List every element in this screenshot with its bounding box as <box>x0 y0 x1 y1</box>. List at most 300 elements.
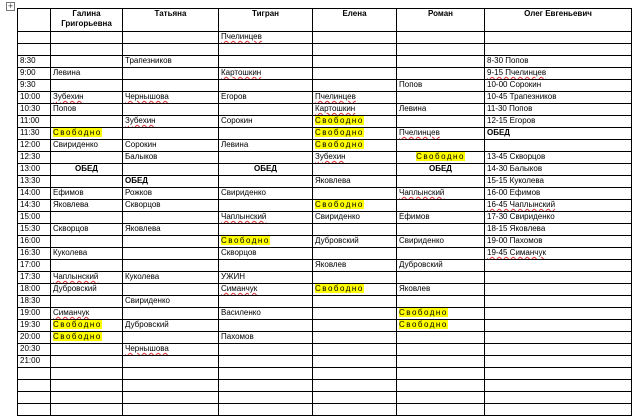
schedule-cell[interactable] <box>51 248 123 260</box>
schedule-cell[interactable] <box>51 164 123 176</box>
cell-text: 13:00 <box>20 164 41 173</box>
cell-text: Свириденко <box>315 212 360 221</box>
schedule-cell[interactable] <box>313 56 397 68</box>
schedule-cell[interactable] <box>397 308 485 320</box>
time-cell[interactable] <box>18 344 51 356</box>
schedule-cell[interactable] <box>485 44 632 56</box>
cell-text: Зубехин <box>53 92 84 101</box>
schedule-cell[interactable] <box>485 128 632 140</box>
schedule-cell[interactable] <box>485 104 632 116</box>
time-cell[interactable] <box>18 200 51 212</box>
table-row <box>18 308 632 320</box>
time-cell[interactable] <box>18 140 51 152</box>
time-cell[interactable] <box>18 356 51 368</box>
schedule-cell[interactable] <box>51 128 123 140</box>
schedule-cell[interactable] <box>485 356 632 368</box>
schedule-cell[interactable] <box>123 128 219 140</box>
schedule-cell[interactable] <box>123 212 219 224</box>
schedule-cell[interactable] <box>313 284 397 296</box>
schedule-cell[interactable] <box>219 152 313 164</box>
time-cell[interactable] <box>18 248 51 260</box>
schedule-cell[interactable] <box>485 368 632 380</box>
schedule-cell[interactable] <box>51 68 123 80</box>
time-cell[interactable] <box>18 68 51 80</box>
schedule-cell[interactable] <box>123 260 219 272</box>
schedule-cell[interactable] <box>219 344 313 356</box>
schedule-cell[interactable] <box>219 44 313 56</box>
schedule-cell[interactable] <box>219 236 313 248</box>
schedule-cell[interactable] <box>123 68 219 80</box>
header-tigran: Тигран <box>219 9 313 32</box>
schedule-cell[interactable] <box>219 116 313 128</box>
schedule-cell[interactable] <box>123 332 219 344</box>
schedule-cell[interactable] <box>397 368 485 380</box>
schedule-cell[interactable] <box>219 380 313 392</box>
schedule-cell[interactable] <box>397 116 485 128</box>
schedule-cell[interactable] <box>51 44 123 56</box>
cell-text: Яковлев <box>399 284 431 293</box>
schedule-cell[interactable] <box>219 176 313 188</box>
cell-text: 21:00 <box>20 356 41 365</box>
schedule-cell[interactable] <box>123 380 219 392</box>
table-row <box>18 296 632 308</box>
schedule-cell[interactable] <box>397 80 485 92</box>
time-cell[interactable] <box>18 404 51 416</box>
cell-text: Сорокин <box>221 116 253 125</box>
time-cell[interactable] <box>18 32 51 44</box>
schedule-cell[interactable] <box>485 32 632 44</box>
schedule-cell[interactable] <box>219 356 313 368</box>
schedule-cell[interactable] <box>485 284 632 296</box>
schedule-cell[interactable] <box>219 32 313 44</box>
table-row <box>18 224 632 236</box>
schedule-cell[interactable] <box>123 404 219 416</box>
schedule-cell[interactable] <box>219 80 313 92</box>
cell-text: 16-00 Ефимов <box>487 188 541 197</box>
cell-text: Рожков <box>125 188 152 197</box>
schedule-cell[interactable] <box>123 368 219 380</box>
cell-text: 16:00 <box>20 236 41 245</box>
schedule-cell[interactable] <box>313 44 397 56</box>
schedule-cell[interactable] <box>219 320 313 332</box>
schedule-cell[interactable] <box>313 368 397 380</box>
time-cell[interactable] <box>18 284 51 296</box>
schedule-cell[interactable] <box>397 200 485 212</box>
time-cell[interactable] <box>18 368 51 380</box>
schedule-cell[interactable] <box>397 92 485 104</box>
table-row <box>18 380 632 392</box>
schedule-cell[interactable] <box>485 332 632 344</box>
schedule-cell[interactable] <box>397 224 485 236</box>
schedule-cell[interactable] <box>313 380 397 392</box>
table-row <box>18 248 632 260</box>
cell-text: 18:00 <box>20 284 41 293</box>
schedule-cell[interactable] <box>397 32 485 44</box>
schedule-cell[interactable] <box>219 404 313 416</box>
schedule-cell[interactable] <box>397 380 485 392</box>
schedule-cell[interactable] <box>485 344 632 356</box>
schedule-cell[interactable] <box>123 188 219 200</box>
schedule-cell[interactable] <box>313 32 397 44</box>
schedule-cell[interactable] <box>51 344 123 356</box>
schedule-cell[interactable] <box>219 128 313 140</box>
schedule-cell[interactable] <box>313 236 397 248</box>
schedule-cell[interactable] <box>397 212 485 224</box>
schedule-cell[interactable] <box>219 296 313 308</box>
time-cell[interactable] <box>18 320 51 332</box>
schedule-cell[interactable] <box>123 104 219 116</box>
time-cell[interactable] <box>18 272 51 284</box>
cell-text: 19-00 Пахомов <box>487 236 543 245</box>
cell-text: Свободно <box>53 128 102 137</box>
schedule-cell[interactable] <box>219 248 313 260</box>
cell-text: 15-15 Куколева <box>487 176 544 185</box>
cell-text: Левина <box>399 104 427 113</box>
time-cell[interactable] <box>18 296 51 308</box>
cell-text: 15:00 <box>20 212 41 221</box>
cell-text: 17:30 <box>20 272 41 281</box>
schedule-cell[interactable] <box>313 128 397 140</box>
schedule-cell[interactable] <box>397 140 485 152</box>
cell-text: Чаплынский <box>399 188 445 197</box>
schedule-cell[interactable] <box>313 392 397 404</box>
schedule-cell[interactable] <box>313 332 397 344</box>
cell-text: 15:30 <box>20 224 41 233</box>
table-row <box>18 260 632 272</box>
schedule-cell[interactable] <box>123 56 219 68</box>
cell-text: Зубехин <box>125 116 156 125</box>
time-cell[interactable] <box>18 80 51 92</box>
table-row <box>18 320 632 332</box>
cell-text: Ефимов <box>53 188 84 197</box>
schedule-cell[interactable] <box>485 308 632 320</box>
time-cell[interactable] <box>18 92 51 104</box>
cell-text: 10-45 Трапезников <box>487 92 557 101</box>
schedule-cell[interactable] <box>219 260 313 272</box>
cell-text: Скворцов <box>221 248 257 257</box>
header-tatyana: Татьяна <box>123 9 219 32</box>
schedule-cell[interactable] <box>397 68 485 80</box>
schedule-cell[interactable] <box>51 188 123 200</box>
schedule-cell[interactable] <box>397 392 485 404</box>
schedule-cell[interactable] <box>51 284 123 296</box>
schedule-cell[interactable] <box>123 200 219 212</box>
schedule-cell[interactable] <box>485 56 632 68</box>
schedule-cell[interactable] <box>51 224 123 236</box>
schedule-cell[interactable] <box>313 296 397 308</box>
schedule-cell[interactable] <box>313 80 397 92</box>
schedule-cell[interactable] <box>397 260 485 272</box>
schedule-cell[interactable] <box>123 176 219 188</box>
schedule-cell[interactable] <box>485 404 632 416</box>
schedule-cell[interactable] <box>485 200 632 212</box>
schedule-cell[interactable] <box>397 284 485 296</box>
schedule-cell[interactable] <box>123 116 219 128</box>
schedule-cell[interactable] <box>219 140 313 152</box>
time-cell[interactable] <box>18 212 51 224</box>
schedule-cell[interactable] <box>51 272 123 284</box>
schedule-cell[interactable] <box>51 176 123 188</box>
schedule-cell[interactable] <box>219 188 313 200</box>
cell-text: Сорокин <box>125 140 157 149</box>
cell-text: 13:30 <box>20 176 41 185</box>
schedule-cell[interactable] <box>51 296 123 308</box>
schedule-cell[interactable] <box>51 116 123 128</box>
schedule-cell[interactable] <box>219 164 313 176</box>
table-row <box>18 212 632 224</box>
schedule-cell[interactable] <box>313 116 397 128</box>
time-cell[interactable] <box>18 260 51 272</box>
schedule-cell[interactable] <box>313 188 397 200</box>
schedule-cell[interactable] <box>219 308 313 320</box>
schedule-cell[interactable] <box>51 368 123 380</box>
schedule-cell[interactable] <box>397 404 485 416</box>
schedule-cell[interactable] <box>485 176 632 188</box>
cell-text: 8:30 <box>20 56 36 65</box>
schedule-cell[interactable] <box>219 92 313 104</box>
schedule-cell[interactable] <box>397 152 485 164</box>
schedule-cell[interactable] <box>123 284 219 296</box>
cell-text: Свободно <box>315 140 364 149</box>
schedule-cell[interactable] <box>123 236 219 248</box>
schedule-cell[interactable] <box>123 164 219 176</box>
schedule-cell[interactable] <box>485 260 632 272</box>
schedule-cell[interactable] <box>313 308 397 320</box>
schedule-cell[interactable] <box>51 404 123 416</box>
time-cell[interactable] <box>18 308 51 320</box>
cell-text: Пахомов <box>221 332 254 341</box>
schedule-cell[interactable] <box>123 152 219 164</box>
schedule-cell[interactable] <box>397 104 485 116</box>
time-cell[interactable] <box>18 44 51 56</box>
schedule-cell[interactable] <box>313 92 397 104</box>
time-cell[interactable] <box>18 56 51 68</box>
schedule-cell[interactable] <box>397 56 485 68</box>
table-row <box>18 176 632 188</box>
schedule-cell[interactable] <box>485 116 632 128</box>
schedule-cell[interactable] <box>219 200 313 212</box>
table-row <box>18 140 632 152</box>
schedule-cell[interactable] <box>397 296 485 308</box>
schedule-cell[interactable] <box>485 248 632 260</box>
schedule-cell[interactable] <box>219 368 313 380</box>
schedule-cell[interactable] <box>123 224 219 236</box>
time-cell[interactable] <box>18 128 51 140</box>
schedule-cell[interactable] <box>51 200 123 212</box>
time-cell[interactable] <box>18 164 51 176</box>
schedule-cell[interactable] <box>313 248 397 260</box>
header-galina: Галина Григорьевна <box>51 9 123 32</box>
schedule-cell[interactable] <box>123 272 219 284</box>
schedule-cell[interactable] <box>123 32 219 44</box>
schedule-cell[interactable] <box>51 380 123 392</box>
schedule-cell[interactable] <box>313 104 397 116</box>
schedule-cell[interactable] <box>485 236 632 248</box>
schedule-cell[interactable] <box>123 344 219 356</box>
schedule-cell[interactable] <box>51 356 123 368</box>
schedule-cell[interactable] <box>51 212 123 224</box>
schedule-cell[interactable] <box>485 380 632 392</box>
table-row <box>18 272 632 284</box>
schedule-cell[interactable] <box>51 56 123 68</box>
time-cell[interactable] <box>18 104 51 116</box>
schedule-cell[interactable] <box>219 284 313 296</box>
table-row <box>18 188 632 200</box>
schedule-cell[interactable] <box>397 344 485 356</box>
table-row <box>18 56 632 68</box>
schedule-cell[interactable] <box>485 188 632 200</box>
table-move-handle-icon[interactable]: + <box>7 2 14 10</box>
cell-text: 12-15 Егоров <box>487 116 536 125</box>
schedule-cell[interactable] <box>219 56 313 68</box>
schedule-cell[interactable] <box>51 32 123 44</box>
time-cell[interactable] <box>18 116 51 128</box>
cell-text: Свириденко <box>53 140 98 149</box>
schedule-cell[interactable] <box>123 296 219 308</box>
cell-text: 19:00 <box>20 308 41 317</box>
time-cell[interactable] <box>18 188 51 200</box>
cell-text: ОБЕД <box>74 164 98 173</box>
cell-text: Егоров <box>221 92 247 101</box>
schedule-cell[interactable] <box>397 320 485 332</box>
schedule-cell[interactable] <box>51 152 123 164</box>
cell-text: 14:30 <box>20 200 41 209</box>
schedule-cell[interactable] <box>397 164 485 176</box>
time-cell[interactable] <box>18 176 51 188</box>
schedule-cell[interactable] <box>313 404 397 416</box>
cell-text: 9:00 <box>20 68 36 77</box>
schedule-cell[interactable] <box>123 308 219 320</box>
schedule-cell[interactable] <box>313 224 397 236</box>
header-elena: Елена <box>313 9 397 32</box>
schedule-cell[interactable] <box>485 224 632 236</box>
schedule-cell[interactable] <box>219 68 313 80</box>
schedule-cell[interactable] <box>313 260 397 272</box>
schedule-cell[interactable] <box>51 260 123 272</box>
schedule-cell[interactable] <box>219 212 313 224</box>
time-cell[interactable] <box>18 236 51 248</box>
schedule-cell[interactable] <box>485 296 632 308</box>
schedule-cell[interactable] <box>313 164 397 176</box>
schedule-cell[interactable] <box>51 392 123 404</box>
schedule-cell[interactable] <box>123 92 219 104</box>
cell-text: 11:00 <box>20 116 40 125</box>
schedule-cell[interactable] <box>219 392 313 404</box>
schedule-cell[interactable] <box>51 332 123 344</box>
schedule-cell[interactable] <box>123 80 219 92</box>
schedule-cell[interactable] <box>313 320 397 332</box>
table-row <box>18 236 632 248</box>
schedule-cell[interactable] <box>313 212 397 224</box>
table-row <box>18 92 632 104</box>
schedule-cell[interactable] <box>397 248 485 260</box>
table-row <box>18 200 632 212</box>
time-cell[interactable] <box>18 152 51 164</box>
time-cell[interactable] <box>18 392 51 404</box>
schedule-cell[interactable] <box>397 188 485 200</box>
cell-text: Свириденко <box>125 296 170 305</box>
schedule-cell[interactable] <box>485 392 632 404</box>
cell-text: Яковлева <box>125 224 161 233</box>
schedule-cell[interactable] <box>397 236 485 248</box>
cell-text: Ефимов <box>399 212 430 221</box>
schedule-cell[interactable] <box>51 80 123 92</box>
schedule-cell[interactable] <box>219 332 313 344</box>
schedule-cell[interactable] <box>313 200 397 212</box>
schedule-cell[interactable] <box>123 320 219 332</box>
time-cell[interactable] <box>18 224 51 236</box>
schedule-cell[interactable] <box>397 272 485 284</box>
table-row <box>18 344 632 356</box>
schedule-cell[interactable] <box>397 128 485 140</box>
schedule-cell[interactable] <box>313 356 397 368</box>
schedule-cell[interactable] <box>219 224 313 236</box>
cell-text: Свободно <box>416 152 465 161</box>
schedule-cell[interactable] <box>313 272 397 284</box>
schedule-cell[interactable] <box>397 44 485 56</box>
schedule-cell[interactable] <box>219 104 313 116</box>
schedule-cell[interactable] <box>51 308 123 320</box>
table-row <box>18 284 632 296</box>
cell-text: 18-15 Яковлева <box>487 224 546 233</box>
schedule-cell[interactable] <box>485 152 632 164</box>
schedule-cell[interactable] <box>123 248 219 260</box>
schedule-cell[interactable] <box>485 272 632 284</box>
schedule-cell[interactable] <box>485 140 632 152</box>
schedule-cell[interactable] <box>397 356 485 368</box>
cell-text: Яковлева <box>53 200 89 209</box>
schedule-cell[interactable] <box>313 152 397 164</box>
schedule-cell[interactable] <box>485 68 632 80</box>
cell-text: 20:00 <box>20 332 41 341</box>
time-cell[interactable] <box>18 332 51 344</box>
cell-text: ОБЕД <box>487 128 511 137</box>
schedule-cell[interactable] <box>51 320 123 332</box>
cell-text: 16-45 Чаплынский <box>487 200 556 209</box>
schedule-cell[interactable] <box>51 236 123 248</box>
table-row <box>18 356 632 368</box>
schedule-cell[interactable] <box>123 140 219 152</box>
time-cell[interactable] <box>18 380 51 392</box>
schedule-cell[interactable] <box>313 344 397 356</box>
schedule-cell[interactable] <box>313 140 397 152</box>
schedule-cell[interactable] <box>51 92 123 104</box>
schedule-cell[interactable] <box>51 140 123 152</box>
header-oleg: Олег Евгеньевич <box>485 9 632 32</box>
schedule-cell[interactable] <box>219 272 313 284</box>
schedule-cell[interactable] <box>313 176 397 188</box>
schedule-cell[interactable] <box>123 392 219 404</box>
schedule-cell[interactable] <box>397 176 485 188</box>
schedule-cell[interactable] <box>123 44 219 56</box>
cell-text: Дубровский <box>53 284 97 293</box>
schedule-cell[interactable] <box>485 212 632 224</box>
cell-text: ОБЕД <box>428 164 452 173</box>
schedule-cell[interactable] <box>485 320 632 332</box>
schedule-cell[interactable] <box>313 68 397 80</box>
cell-text: 9-15 Пчелинцев <box>487 68 547 77</box>
cell-text: Симанчук <box>53 308 90 317</box>
cell-text: 9:30 <box>20 80 36 89</box>
schedule-cell[interactable] <box>123 356 219 368</box>
schedule-cell[interactable] <box>51 104 123 116</box>
schedule-cell[interactable] <box>485 164 632 176</box>
schedule-cell[interactable] <box>397 332 485 344</box>
cell-text: Левина <box>221 140 249 149</box>
table-row <box>18 404 632 416</box>
schedule-cell[interactable] <box>485 80 632 92</box>
schedule-cell[interactable] <box>485 92 632 104</box>
